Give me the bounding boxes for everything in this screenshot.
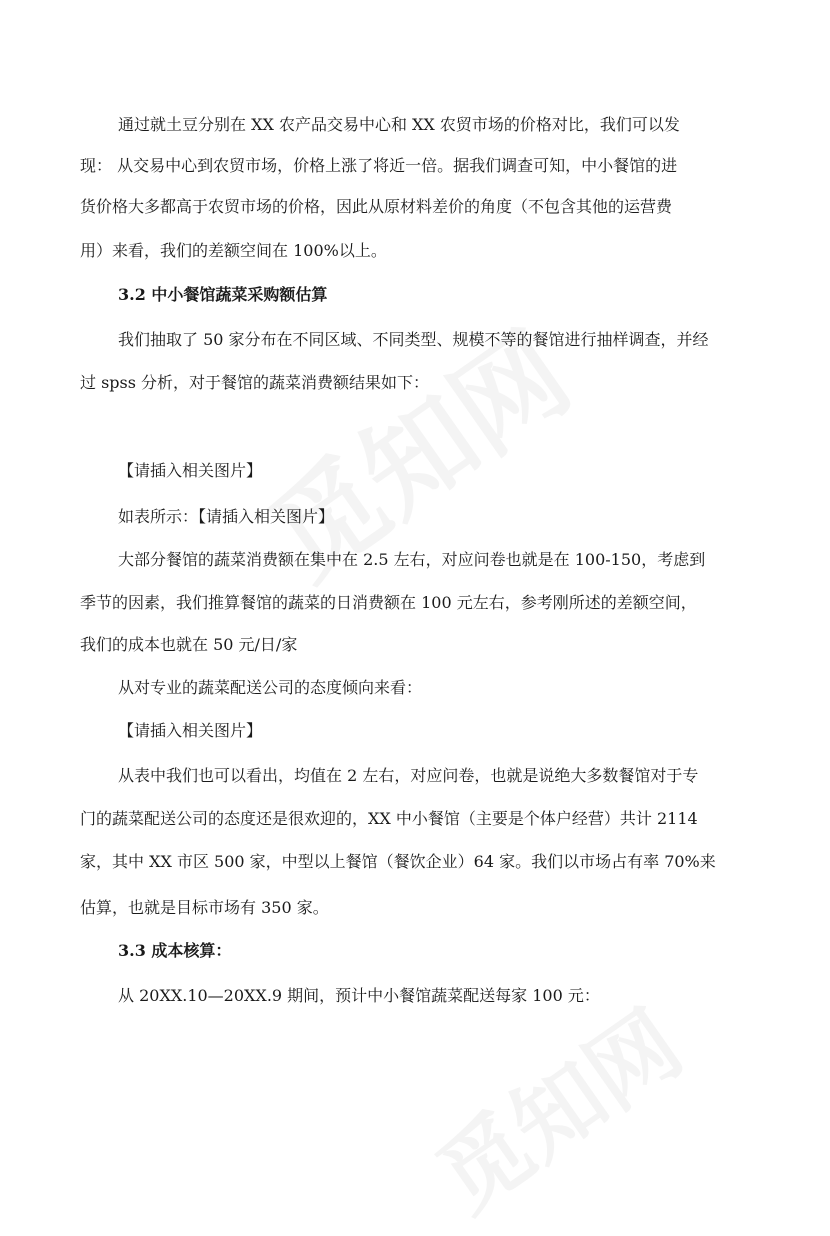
paragraph-line: 过 spss 分析，对于餐馆的蔬菜消费额结果如下： (80, 373, 430, 392)
paragraph-line: 我们抽取了 50 家分布在不同区域、不同类型、规模不等的餐馆进行抽样调查，并经 (118, 330, 709, 349)
paragraph-line: 家，其中 XX 市区 500 家，中型以上餐馆（餐饮企业）64 家。我们以市场占有率 70%来 (80, 852, 716, 871)
image-placeholder: 【请插入相关图片】 (118, 461, 263, 480)
section-heading: 3.3 成本核算： (118, 941, 232, 960)
watermark-lower (407, 974, 703, 1235)
paragraph-line: 我们的成本也就在 50 元/日/家 (80, 635, 298, 654)
section-heading: 3.2 中小餐馆蔬菜采购额估算 (118, 285, 328, 304)
paragraph-line: 用）来看，我们的差额空间在 100%以上。 (80, 241, 387, 260)
paragraph-line: 从对专业的蔬菜配送公司的态度倾向来看： (118, 678, 423, 697)
paragraph-line: 货价格大多都高于农贸市场的价格，因此从原材料差价的角度（不包含其他的运营费 (80, 197, 673, 216)
image-placeholder: 【请插入相关图片】 (118, 721, 263, 740)
paragraph-line: 通过就土豆分别在 XX 农产品交易中心和 XX 农贸市场的价格对比，我们可以发 (118, 115, 680, 134)
paragraph-line: 估算，也就是目标市场有 350 家。 (80, 898, 329, 917)
paragraph-line: 现： 从交易中心到农贸市场，价格上涨了将近一倍。据我们调查可知，中小餐馆的进 (80, 156, 678, 175)
paragraph-line: 从表中我们也可以看出，均值在 2 左右，对应问卷，也就是说绝大多数餐馆对于专 (118, 766, 699, 785)
paragraph-line: 门的蔬菜配送公司的态度还是很欢迎的，XX 中小餐馆（主要是个体户经营）共计 2114 (80, 809, 698, 828)
paragraph-line: 大部分餐馆的蔬菜消费额在集中在 2.5 左右，对应问卷也就是在 100-150，考虑到 (118, 550, 706, 569)
paragraph-line: 季节的因素，我们推算餐馆的蔬菜的日消费额在 100 元左右，参考刚所述的差额空间， (80, 593, 697, 612)
paragraph-line: 如表所示：【请插入相关图片】 (118, 507, 335, 526)
paragraph-line: 从 20XX.10—20XX.9 期间，预计中小餐馆蔬菜配送每家 100 元： (118, 986, 600, 1005)
